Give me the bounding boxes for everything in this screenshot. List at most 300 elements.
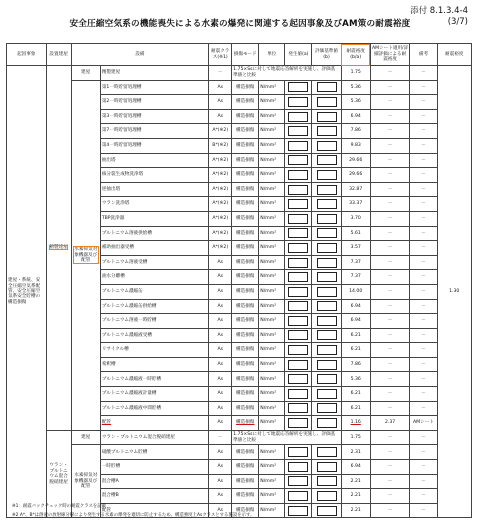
equipment-name: プルトニウム溶液供給槽 bbox=[100, 226, 208, 241]
seismic-class: As bbox=[209, 95, 232, 110]
seismic-class: As bbox=[209, 80, 232, 95]
col-am: AMシート適用/詳細評価による耐震裕度 bbox=[370, 44, 410, 66]
seismic-margin-ratio: 6.94 bbox=[341, 460, 370, 475]
seismic-class: A*(※2) bbox=[209, 168, 232, 183]
seismic-class: As bbox=[209, 372, 232, 387]
value-box bbox=[288, 491, 308, 501]
damage-mode: 構造損傷 bbox=[232, 95, 259, 110]
unit: N/mm² bbox=[259, 153, 285, 168]
seismic-margin-ratio: 6.94 bbox=[341, 299, 370, 314]
col-ratio: 耐震裕度(b/a) bbox=[341, 44, 370, 66]
damage-mode: 構造損傷 bbox=[232, 270, 259, 285]
unit: N/mm² bbox=[259, 284, 285, 299]
occurrence-value bbox=[285, 357, 312, 372]
damage-mode: 構造損傷 bbox=[232, 168, 259, 183]
remarks: － bbox=[410, 66, 437, 81]
seismic-margin-ratio: 2.21 bbox=[341, 474, 370, 489]
criteria-value bbox=[312, 182, 341, 197]
occurrence-value bbox=[285, 401, 312, 416]
am-margin: － bbox=[370, 328, 410, 343]
seismic-class: A*(※2) bbox=[209, 211, 232, 226]
am-margin: － bbox=[370, 314, 410, 329]
criteria-value bbox=[312, 284, 341, 299]
remarks: － bbox=[410, 328, 437, 343]
equipment-name: リサイクル槽 bbox=[100, 343, 208, 358]
criteria-box bbox=[317, 287, 337, 297]
value-box bbox=[288, 301, 308, 311]
unit: N/mm² bbox=[259, 226, 285, 241]
seismic-margin-ratio: 1.16 bbox=[341, 416, 370, 431]
damage-mode: 構造損傷 bbox=[232, 299, 259, 314]
damage-mode: 構造損傷 bbox=[232, 416, 259, 431]
seismic-margin-ratio: 7.37 bbox=[341, 270, 370, 285]
am-margin: － bbox=[370, 80, 410, 95]
am-margin: － bbox=[370, 197, 410, 212]
am-margin: － bbox=[370, 401, 410, 416]
criteria-box bbox=[317, 491, 337, 501]
damage-mode: 構造損傷 bbox=[232, 445, 259, 460]
building-mixed-denitration: ウラン・プルトニウム混合脱硝建屋 bbox=[46, 430, 71, 518]
seismic-margin-ratio: 29.66 bbox=[341, 153, 370, 168]
seismic-margin-ratio: 1.75 bbox=[341, 430, 370, 445]
damage-mode: 構造損傷 bbox=[232, 226, 259, 241]
am-margin: － bbox=[370, 124, 410, 139]
criteria-box bbox=[317, 330, 337, 340]
unit: N/mm² bbox=[259, 182, 285, 197]
am-margin: － bbox=[370, 357, 410, 372]
equipment-name: 一時貯槽 bbox=[100, 460, 208, 475]
criteria-value bbox=[312, 460, 341, 475]
criteria-box bbox=[317, 258, 337, 268]
am-margin: － bbox=[370, 153, 410, 168]
damage-mode: 構造損傷 bbox=[232, 211, 259, 226]
building-purification bbox=[46, 66, 71, 431]
unit: N/mm² bbox=[259, 124, 285, 139]
remarks: － bbox=[410, 138, 437, 153]
unit: N/mm² bbox=[259, 197, 285, 212]
criteria-value bbox=[312, 357, 341, 372]
am-margin: － bbox=[370, 66, 410, 81]
am-margin: － bbox=[370, 95, 410, 110]
criteria-box bbox=[317, 462, 337, 472]
criteria-box bbox=[317, 228, 337, 238]
criteria-value bbox=[312, 211, 341, 226]
equipment-name: 補助抽出器受槽 bbox=[100, 241, 208, 256]
col-unit: 単位 bbox=[259, 44, 285, 66]
remarks: － bbox=[410, 489, 437, 504]
criteria-value bbox=[312, 372, 341, 387]
am-margin: － bbox=[370, 430, 410, 445]
occurrence-value bbox=[285, 372, 312, 387]
seismic-margin-ratio: 6.21 bbox=[341, 328, 370, 343]
seismic-margin-ratio: 6.94 bbox=[341, 314, 370, 329]
unit: N/mm² bbox=[259, 416, 285, 431]
am-margin: － bbox=[370, 387, 410, 402]
equipment-name: 配管 bbox=[100, 416, 208, 431]
value-box bbox=[288, 170, 308, 180]
seismic-class: As bbox=[209, 387, 232, 402]
seismic-class: As bbox=[209, 314, 232, 329]
group-cell: 建屋 bbox=[71, 430, 100, 445]
am-margin: － bbox=[370, 109, 410, 124]
value-box bbox=[288, 199, 308, 209]
occurrence-value bbox=[285, 270, 312, 285]
criteria-value bbox=[312, 80, 341, 95]
seismic-class: As bbox=[209, 445, 232, 460]
seismic-margin-ratio: 33.37 bbox=[341, 197, 370, 212]
table-row bbox=[7, 80, 472, 95]
value-box bbox=[288, 374, 308, 384]
unit: N/mm² bbox=[259, 357, 285, 372]
remarks: － bbox=[410, 445, 437, 460]
seismic-margin-ratio: 2.21 bbox=[341, 503, 370, 518]
occurrence-value bbox=[285, 489, 312, 504]
criteria-value bbox=[312, 168, 341, 183]
am-margin: － bbox=[370, 284, 410, 299]
criteria-box bbox=[317, 476, 337, 486]
am-margin: － bbox=[370, 445, 410, 460]
value-box bbox=[288, 126, 308, 136]
occurrence-value bbox=[285, 211, 312, 226]
value-box bbox=[288, 476, 308, 486]
damage-mode: 構造損傷 bbox=[232, 109, 259, 124]
equipment-name: ウラン・プルトニウム混合脱硝建屋 bbox=[100, 430, 208, 445]
remarks: － bbox=[410, 95, 437, 110]
criteria-value bbox=[312, 401, 341, 416]
equipment-name: 第3一時貯留処理槽 bbox=[100, 109, 208, 124]
criteria-box bbox=[317, 403, 337, 413]
criteria-value bbox=[312, 416, 341, 431]
occurrence-value bbox=[285, 124, 312, 139]
damage-mode: 構造損傷 bbox=[232, 503, 259, 518]
unit: N/mm² bbox=[259, 80, 285, 95]
category-purification bbox=[71, 80, 100, 430]
criteria-value bbox=[312, 124, 341, 139]
am-margin: － bbox=[370, 138, 410, 153]
criteria-box bbox=[317, 141, 337, 151]
damage-mode: 構造損傷 bbox=[232, 489, 259, 504]
value-box bbox=[288, 141, 308, 151]
criteria-box bbox=[317, 418, 337, 428]
unit: N/mm² bbox=[259, 241, 285, 256]
value-box bbox=[288, 272, 308, 282]
occurrence-value bbox=[285, 314, 312, 329]
equipment-name: プルトニウム濃縮缶 bbox=[100, 284, 208, 299]
unit: N/mm² bbox=[259, 255, 285, 270]
value-box bbox=[288, 258, 308, 268]
criteria-box bbox=[317, 243, 337, 253]
criteria-box bbox=[317, 272, 337, 282]
am-margin: － bbox=[370, 503, 410, 518]
am-margin: － bbox=[370, 270, 410, 285]
criteria-box bbox=[317, 345, 337, 355]
am-margin: － bbox=[370, 226, 410, 241]
seismic-class: As bbox=[209, 460, 232, 475]
am-margin: 2.37 bbox=[370, 416, 410, 431]
seismic-margin-ratio: 1.75 bbox=[341, 66, 370, 81]
criteria-box bbox=[317, 316, 337, 326]
damage-mode: 構造損傷 bbox=[232, 474, 259, 489]
seismic-class: As bbox=[209, 299, 232, 314]
criteria-box bbox=[317, 214, 337, 224]
occurrence-value bbox=[285, 109, 312, 124]
seismic-margin-ratio: 5.36 bbox=[341, 95, 370, 110]
unit: N/mm² bbox=[259, 95, 285, 110]
am-margin: － bbox=[370, 241, 410, 256]
value-box bbox=[288, 330, 308, 340]
unit: N/mm² bbox=[259, 445, 285, 460]
remarks: － bbox=[410, 270, 437, 285]
col-mode: 損傷モード bbox=[232, 44, 259, 66]
equipment-name: プルトニウム溶液受槽 bbox=[100, 255, 208, 270]
criteria-box bbox=[317, 185, 337, 195]
criteria-box bbox=[317, 126, 337, 136]
seismic-margin-ratio: 5.61 bbox=[341, 226, 370, 241]
am-margin: － bbox=[370, 489, 410, 504]
damage-mode: 構造損傷 bbox=[232, 153, 259, 168]
damage-mode: 構造損傷 bbox=[232, 401, 259, 416]
unit: N/mm² bbox=[259, 489, 285, 504]
criteria-value bbox=[312, 299, 341, 314]
col-event: 起因事象 bbox=[7, 44, 47, 66]
occurrence-value bbox=[285, 416, 312, 431]
criteria-box bbox=[317, 170, 337, 180]
equipment-name: プルトニウム濃縮液一時貯槽 bbox=[100, 372, 208, 387]
seismic-margin-ratio: 7.37 bbox=[341, 255, 370, 270]
seismic-class: As bbox=[209, 284, 232, 299]
seismic-class: As bbox=[209, 255, 232, 270]
seismic-class: － bbox=[209, 430, 232, 445]
remarks: － bbox=[410, 343, 437, 358]
initiating-event: 建屋・系統、安全圧縮空気系配管、安全圧縮空気系安全貯槽の構造損傷 bbox=[7, 66, 47, 518]
remarks: － bbox=[410, 430, 437, 445]
criteria-box bbox=[317, 97, 337, 107]
value-box bbox=[288, 403, 308, 413]
equipment-name: 第1一時貯留処理槽 bbox=[100, 80, 208, 95]
criteria-box bbox=[317, 155, 337, 165]
damage-mode: 構造損傷 bbox=[232, 460, 259, 475]
criteria-value bbox=[312, 445, 341, 460]
remarks: － bbox=[410, 357, 437, 372]
unit: N/mm² bbox=[259, 401, 285, 416]
criteria-box bbox=[317, 374, 337, 384]
equipment-name: 配管 bbox=[100, 503, 208, 518]
value-box bbox=[288, 82, 308, 92]
seismic-class: As bbox=[209, 474, 232, 489]
damage-mode: 構造損傷 bbox=[232, 372, 259, 387]
col-remarks: 備考 bbox=[410, 44, 437, 66]
seismic-class: A*(※2) bbox=[209, 153, 232, 168]
occurrence-value bbox=[285, 168, 312, 183]
seismic-class: A*(※2) bbox=[209, 197, 232, 212]
am-margin: － bbox=[370, 211, 410, 226]
value-box bbox=[288, 243, 308, 253]
occurrence-value bbox=[285, 445, 312, 460]
table-row bbox=[7, 66, 472, 81]
am-margin: － bbox=[370, 372, 410, 387]
document-title: 安全圧縮空気系の機能喪失による水素の爆発に関連する起因事象及びAM策の耐震裕度 bbox=[69, 19, 411, 29]
seismic-margin-ratio: 5.36 bbox=[341, 80, 370, 95]
unit: N/mm² bbox=[259, 343, 285, 358]
equipment-name: 硝酸プルトニウム貯槽 bbox=[100, 445, 208, 460]
equipment-name: ウラン洗浄塔 bbox=[100, 197, 208, 212]
seismic-class: As bbox=[209, 328, 232, 343]
unit: N/mm² bbox=[259, 299, 285, 314]
damage-mode: 構造損傷 bbox=[232, 124, 259, 139]
occurrence-value bbox=[285, 182, 312, 197]
equipment-name: 精製建屋 bbox=[100, 66, 208, 81]
occurrence-value bbox=[285, 343, 312, 358]
occurrence-value bbox=[285, 460, 312, 475]
criteria-value bbox=[312, 226, 341, 241]
criteria-value bbox=[312, 343, 341, 358]
criteria-box bbox=[317, 112, 337, 122]
seismic-class: As bbox=[209, 270, 232, 285]
remarks: － bbox=[410, 372, 437, 387]
occurrence-value bbox=[285, 387, 312, 402]
col-overall: 耐震裕度 bbox=[437, 44, 472, 66]
remarks: － bbox=[410, 241, 437, 256]
remarks: － bbox=[410, 255, 437, 270]
damage-mode: 構造損傷 bbox=[232, 80, 259, 95]
criteria-value bbox=[312, 109, 341, 124]
seismic-class: As bbox=[209, 503, 232, 518]
category-mixed-denitration: 水素掃気対象機器及び配管 bbox=[71, 445, 100, 518]
criteria-value bbox=[312, 241, 341, 256]
col-criteria: 評価基準値(b) bbox=[312, 44, 341, 66]
criteria-value bbox=[312, 328, 341, 343]
criteria-value bbox=[312, 503, 341, 518]
unit: N/mm² bbox=[259, 474, 285, 489]
equipment-name: プルトニウム濃縮液中間貯槽 bbox=[100, 401, 208, 416]
remarks: － bbox=[410, 153, 437, 168]
occurrence-value bbox=[285, 226, 312, 241]
equipment-name: TBP洗浄器 bbox=[100, 211, 208, 226]
table-row bbox=[7, 430, 472, 445]
value-box bbox=[288, 418, 308, 428]
equipment-name: 油水分離槽 bbox=[100, 270, 208, 285]
unit: N/mm² bbox=[259, 138, 285, 153]
value-box bbox=[288, 97, 308, 107]
equipment-name: 抽出塔 bbox=[100, 153, 208, 168]
value-box bbox=[288, 112, 308, 122]
equipment-name: 逆抽出塔 bbox=[100, 182, 208, 197]
criteria-value bbox=[312, 387, 341, 402]
seismic-margin-ratio: 6.21 bbox=[341, 343, 370, 358]
remarks: － bbox=[410, 168, 437, 183]
category-purification-label: 水素掃気対象機器及び配管 bbox=[74, 247, 98, 263]
seismic-class: As bbox=[209, 489, 232, 504]
criteria-value bbox=[312, 95, 341, 110]
remarks: － bbox=[410, 109, 437, 124]
damage-mode: 構造損傷 bbox=[232, 284, 259, 299]
am-margin: － bbox=[370, 343, 410, 358]
seismic-margin-ratio: 32.87 bbox=[341, 182, 370, 197]
remarks: － bbox=[410, 284, 437, 299]
seismic-class: As bbox=[209, 357, 232, 372]
seismic-class: As bbox=[209, 109, 232, 124]
value-box bbox=[288, 360, 308, 370]
criteria-value bbox=[312, 489, 341, 504]
value-box bbox=[288, 316, 308, 326]
seismic-margin-table bbox=[6, 43, 472, 518]
unit: N/mm² bbox=[259, 372, 285, 387]
value-box bbox=[288, 506, 308, 516]
remarks: － bbox=[410, 211, 437, 226]
criteria-box bbox=[317, 82, 337, 92]
remarks: － bbox=[410, 503, 437, 518]
seismic-class: As bbox=[209, 343, 232, 358]
criteria-value bbox=[312, 314, 341, 329]
seismic-margin-ratio: 6.21 bbox=[341, 401, 370, 416]
occurrence-value bbox=[285, 80, 312, 95]
seismic-margin-ratio: 7.86 bbox=[341, 124, 370, 139]
reference-number: 添付 8.1.3.4-4 bbox=[410, 6, 468, 16]
remarks: AMシート bbox=[410, 416, 437, 431]
criteria-value bbox=[312, 197, 341, 212]
remarks: － bbox=[410, 314, 437, 329]
damage-mode: 構造損傷 bbox=[232, 197, 259, 212]
occurrence-value bbox=[285, 138, 312, 153]
equipment-name: プルトニウム濃縮缶供給槽 bbox=[100, 299, 208, 314]
remarks: － bbox=[410, 197, 437, 212]
value-box bbox=[288, 447, 308, 457]
remarks: － bbox=[410, 387, 437, 402]
criteria-value bbox=[312, 153, 341, 168]
equipment-name: 混合槽B bbox=[100, 489, 208, 504]
seismic-margin-ratio: 14.00 bbox=[341, 284, 370, 299]
page-number: (3/7) bbox=[447, 17, 468, 27]
occurrence-value bbox=[285, 95, 312, 110]
equipment-name: 第4一時貯留処理槽 bbox=[100, 138, 208, 153]
unit: N/mm² bbox=[259, 387, 285, 402]
equipment-name: 第7一時貯留処理槽 bbox=[100, 124, 208, 139]
unit: N/mm² bbox=[259, 168, 285, 183]
seismic-class: A*(※2) bbox=[209, 124, 232, 139]
seismic-margin-ratio: 7.86 bbox=[341, 357, 370, 372]
criteria-value bbox=[312, 138, 341, 153]
remarks: － bbox=[410, 474, 437, 489]
criteria-value bbox=[312, 255, 341, 270]
value-box bbox=[288, 228, 308, 238]
seismic-margin-ratio: 9.83 bbox=[341, 138, 370, 153]
occurrence-value bbox=[285, 503, 312, 518]
damage-mode: 構造損傷 bbox=[232, 357, 259, 372]
unit: N/mm² bbox=[259, 270, 285, 285]
criteria-box bbox=[317, 389, 337, 399]
value-box bbox=[288, 287, 308, 297]
damage-mode: 構造損傷 bbox=[232, 182, 259, 197]
table-row bbox=[7, 445, 472, 460]
seismic-class: － bbox=[209, 66, 232, 81]
criteria-box bbox=[317, 360, 337, 370]
am-margin: － bbox=[370, 168, 410, 183]
remarks: － bbox=[410, 226, 437, 241]
col-equipment: 設備 bbox=[71, 44, 209, 66]
occurrence-value bbox=[285, 153, 312, 168]
remarks: － bbox=[410, 299, 437, 314]
unit: N/mm² bbox=[259, 314, 285, 329]
seismic-margin-ratio: 3.57 bbox=[341, 241, 370, 256]
damage-mode: 構造損傷 bbox=[232, 328, 259, 343]
seismic-class: A*(※2) bbox=[209, 182, 232, 197]
damage-mode: 構造損傷 bbox=[232, 343, 259, 358]
seismic-margin-ratio: 6.21 bbox=[341, 387, 370, 402]
seismic-margin-ratio: 2.31 bbox=[341, 445, 370, 460]
unit: N/mm² bbox=[259, 328, 285, 343]
occurrence-value bbox=[285, 299, 312, 314]
overall-margin: 1.30 bbox=[437, 66, 472, 518]
